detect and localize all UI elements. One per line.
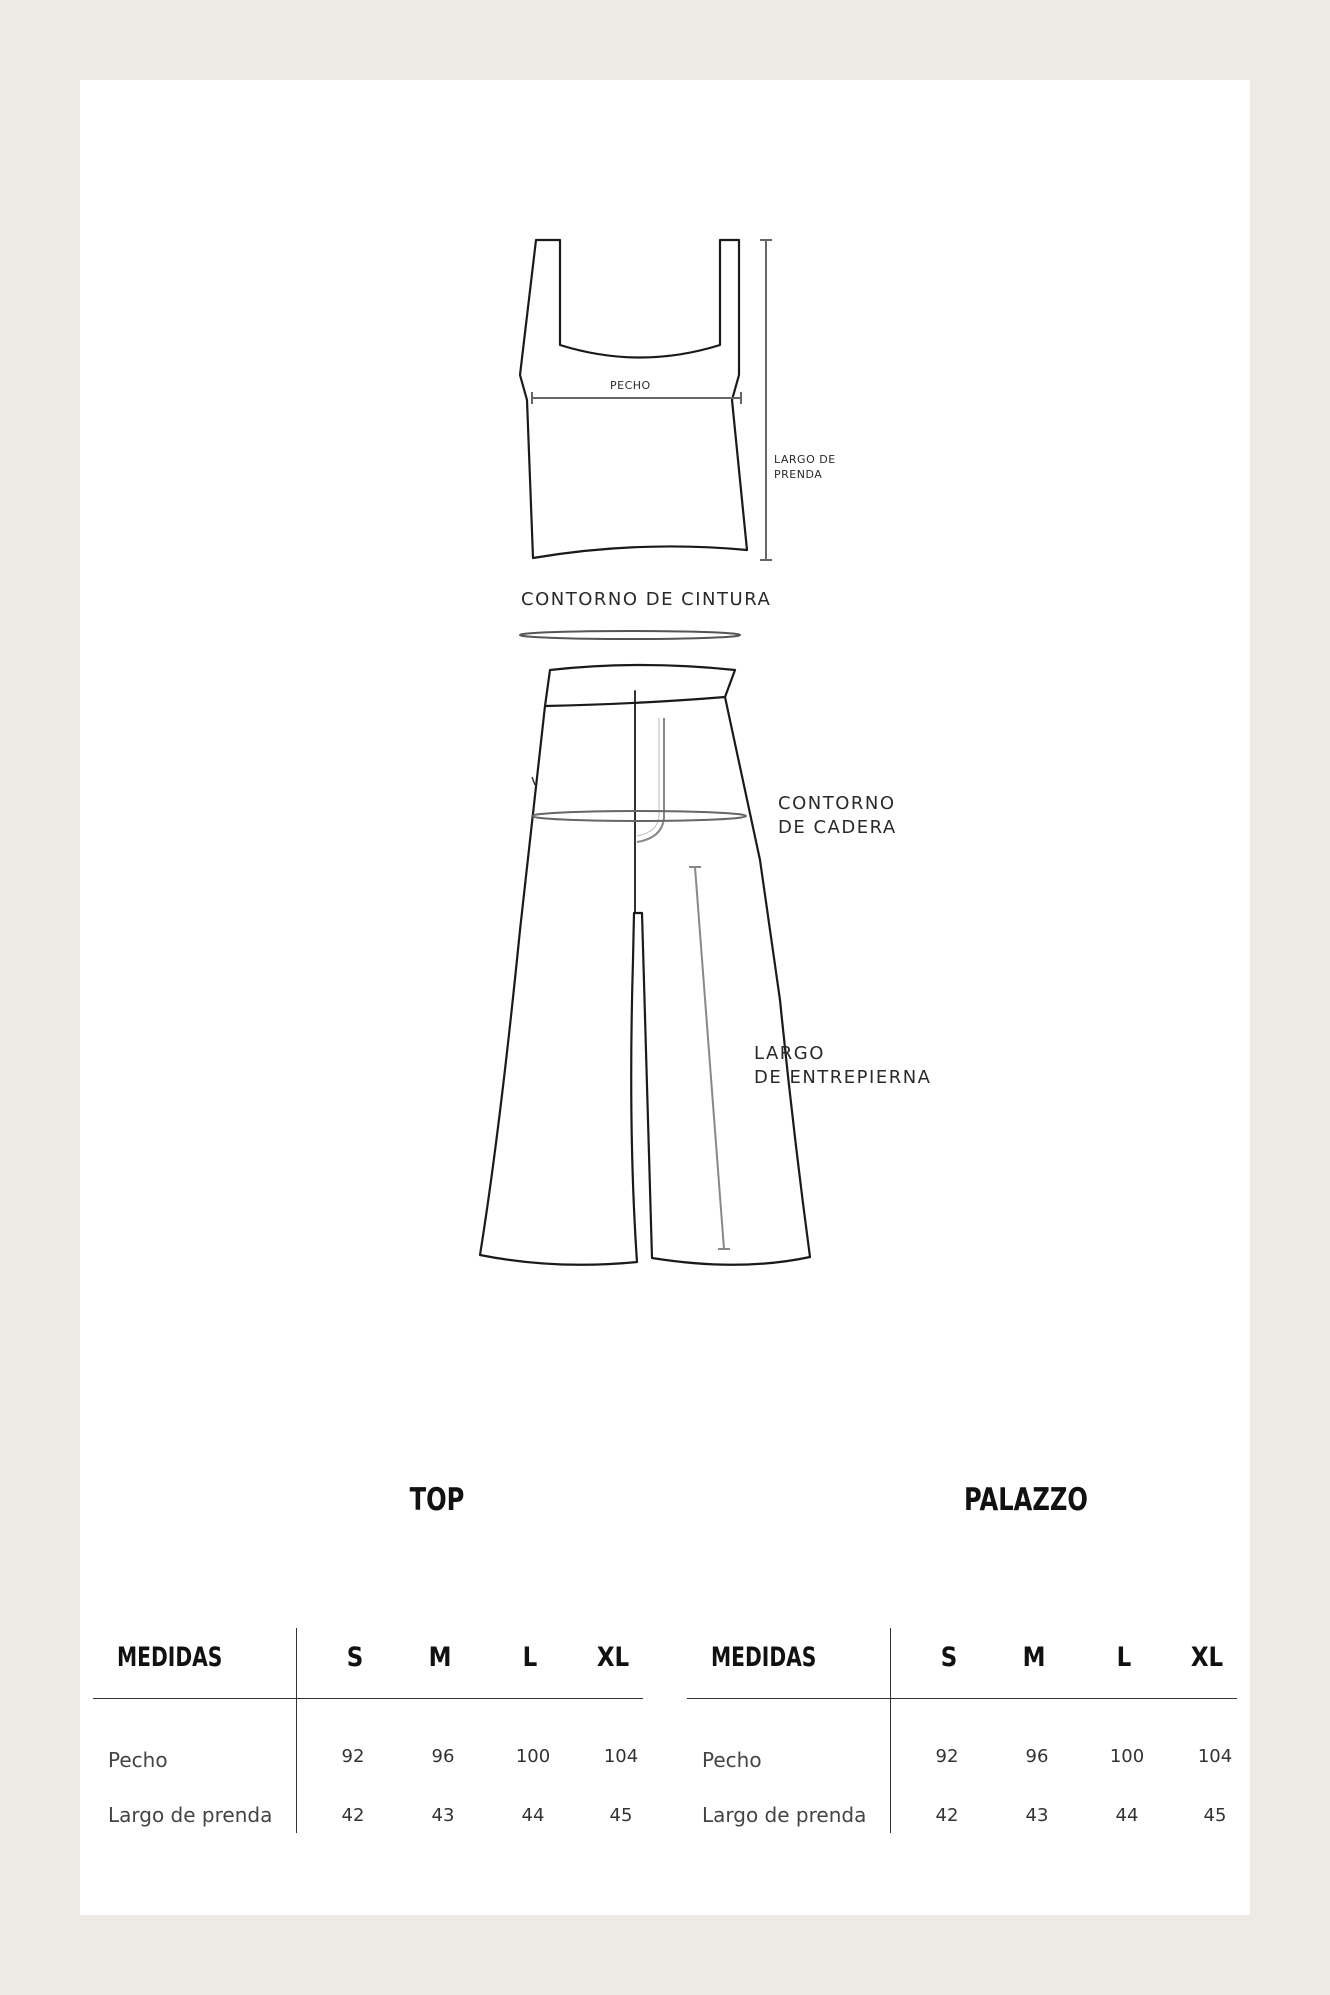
size-guide-sheet [80, 80, 1250, 1915]
fly-stitch-inner [637, 718, 659, 836]
palazzo-table-title: PALAZZO [964, 1482, 1088, 1518]
fly-stitch [637, 718, 664, 842]
column-divider [296, 1628, 297, 1833]
pants-waistband [545, 665, 735, 706]
header-size-s: S [346, 1642, 364, 1673]
row-label-largo: Largo de prenda [108, 1803, 273, 1827]
row-label-pecho: Pecho [702, 1748, 762, 1772]
cell-value: 100 [515, 1746, 551, 1767]
cell-value: 104 [1197, 1746, 1233, 1767]
top-table-title: TOP [409, 1482, 465, 1518]
header-size-xl: XL [596, 1642, 630, 1673]
hip-measure-ellipse [532, 811, 746, 821]
palazzo-size-table [687, 1628, 1237, 1858]
waist-label: CONTORNO DE CINTURA [521, 589, 772, 610]
cell-value: 44 [1115, 1805, 1139, 1826]
cell-value: 104 [603, 1746, 639, 1767]
header-size-l: L [1116, 1642, 1132, 1673]
cell-value: 96 [431, 1746, 455, 1767]
cell-value: 43 [1025, 1805, 1049, 1826]
header-medidas: MEDIDAS [117, 1642, 223, 1673]
garment-diagram [80, 80, 1250, 1380]
inseam-measure-line [689, 867, 730, 1249]
cell-value: 45 [1203, 1805, 1227, 1826]
cell-value: 92 [341, 1746, 365, 1767]
hip-label: CONTORNO DE CADERA [778, 793, 897, 838]
cell-value: 44 [521, 1805, 545, 1826]
header-size-m: M [428, 1642, 452, 1673]
header-size-m: M [1022, 1642, 1046, 1673]
header-size-s: S [940, 1642, 958, 1673]
cell-value: 96 [1025, 1746, 1049, 1767]
header-medidas: MEDIDAS [711, 1642, 817, 1673]
header-size-xl: XL [1190, 1642, 1224, 1673]
inseam-label: LARGO DE ENTREPIERNA [754, 1043, 932, 1088]
chest-measure-line [532, 392, 741, 404]
cell-value: 100 [1109, 1746, 1145, 1767]
header-size-l: L [522, 1642, 538, 1673]
row-label-pecho: Pecho [108, 1748, 168, 1772]
cell-value: 45 [609, 1805, 633, 1826]
top-length-measure-line [760, 240, 772, 560]
column-divider [890, 1628, 891, 1833]
top-length-label: LARGO DE PRENDA [774, 453, 836, 481]
row-label-largo: Largo de prenda [702, 1803, 867, 1827]
cell-value: 42 [341, 1805, 365, 1826]
top-size-table [93, 1628, 643, 1858]
header-divider [687, 1698, 1237, 1699]
pants-outline [480, 697, 810, 1265]
cell-value: 43 [431, 1805, 455, 1826]
cell-value: 92 [935, 1746, 959, 1767]
cell-value: 42 [935, 1805, 959, 1826]
header-divider [93, 1698, 643, 1699]
waist-measure-ellipse [520, 631, 740, 639]
chest-label: PECHO [610, 379, 651, 392]
